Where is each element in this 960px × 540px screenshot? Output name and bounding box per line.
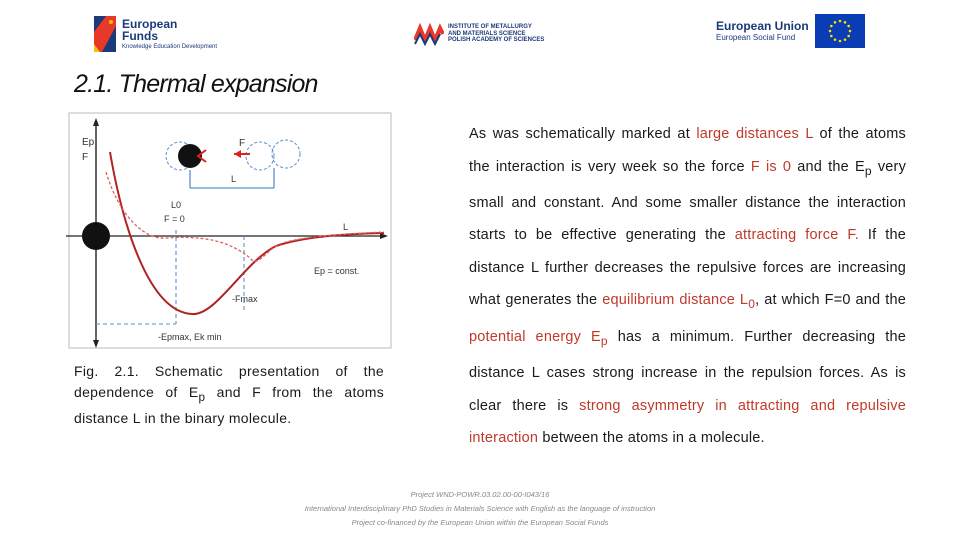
highlight: attracting force F. — [734, 227, 860, 244]
european-funds-logo-icon — [92, 14, 118, 54]
eu-line1: European Union — [716, 18, 809, 33]
eu-star — [830, 35, 833, 38]
label-force: F — [239, 138, 246, 149]
logo-line1: European — [122, 16, 178, 31]
european-funds-logo — [92, 14, 217, 54]
label-ep: Ep — [82, 137, 95, 148]
highlight: large distances L — [696, 126, 814, 142]
footer-line1: Project WND-POWR.03.02.00-00-I043/16 — [410, 490, 550, 499]
highlight: equilibrium distance L — [602, 292, 749, 309]
highlight: F is 0 — [750, 158, 792, 175]
figure — [66, 112, 394, 350]
eu-line2: European Social Fund — [716, 33, 796, 43]
label-l-top: L — [231, 174, 237, 184]
logo-line2: Funds — [122, 29, 158, 44]
highlight: potential energy E — [469, 328, 601, 345]
highlight: strong asymmetry in attracting and repulsive interaction — [469, 397, 906, 447]
eu-logo — [716, 14, 865, 48]
imms-line1: INSTITUTE OF METALLURGY — [448, 23, 532, 30]
logo-line3: Knowledge Education Development — [122, 43, 218, 50]
imms-line3: POLISH ACADEMY OF SCIENCES — [448, 37, 545, 44]
eu-star — [847, 25, 850, 28]
eu-flag-icon — [815, 14, 865, 48]
eu-star — [843, 21, 846, 24]
imms-line2: AND MATERIALS SCIENCE — [448, 30, 526, 37]
eu-star — [833, 21, 836, 24]
label-epmax: -Epmax, Ek min — [158, 332, 222, 342]
eu-star — [833, 38, 836, 41]
eu-star — [828, 30, 831, 33]
label-l-axis: L — [343, 222, 349, 232]
imms-logo — [414, 22, 544, 46]
label-l0: L0 — [171, 200, 182, 210]
fixed-atom — [82, 222, 110, 250]
eu-star — [838, 40, 841, 43]
eu-star — [838, 20, 841, 23]
label-ep-const: Ep = const. — [314, 266, 360, 276]
eu-star — [843, 38, 846, 41]
footer-line2: International Interdisciplinary PhD Studies in Materials Science with English as the language of instruction — [304, 504, 656, 513]
footer-line3: Project co-financed by the European Union within the European Social Funds — [351, 518, 609, 527]
body-paragraph: As was schematically marked at large distances L of the atoms the interaction is very week so the force F is 0 and the $E_p$ very small and constant. And some smaller distance the interaction starts to be effective generating the attracting force F. If the distance L further decreases the repulsive forces are increasing what generates the equilibrium distance $L_0$, at which F=0 and the potential energy $E_p$ has a minimum. Further decreasing the distance L cases strong increase in the repulsion forces. As is clear there is strong asymmetry in attracting and repulsive interaction between the atoms in a molecule. — [469, 126, 907, 447]
eu-star — [848, 30, 851, 33]
figure-caption: Fig. 2.1. Schematic presentation of the dependence of $E_p$ and F from the atoms distance L in the binary molecule. — [74, 363, 385, 426]
eu-star — [847, 35, 850, 38]
label-f0: F = 0 — [164, 214, 185, 224]
footer — [280, 488, 680, 530]
imms-logo-icon — [414, 22, 444, 46]
eu-star — [830, 25, 833, 28]
label-f-axis: F — [82, 152, 89, 163]
label-fmax: -Fmax — [232, 294, 258, 304]
slide-title: 2.1. Thermal expansion — [74, 70, 318, 98]
